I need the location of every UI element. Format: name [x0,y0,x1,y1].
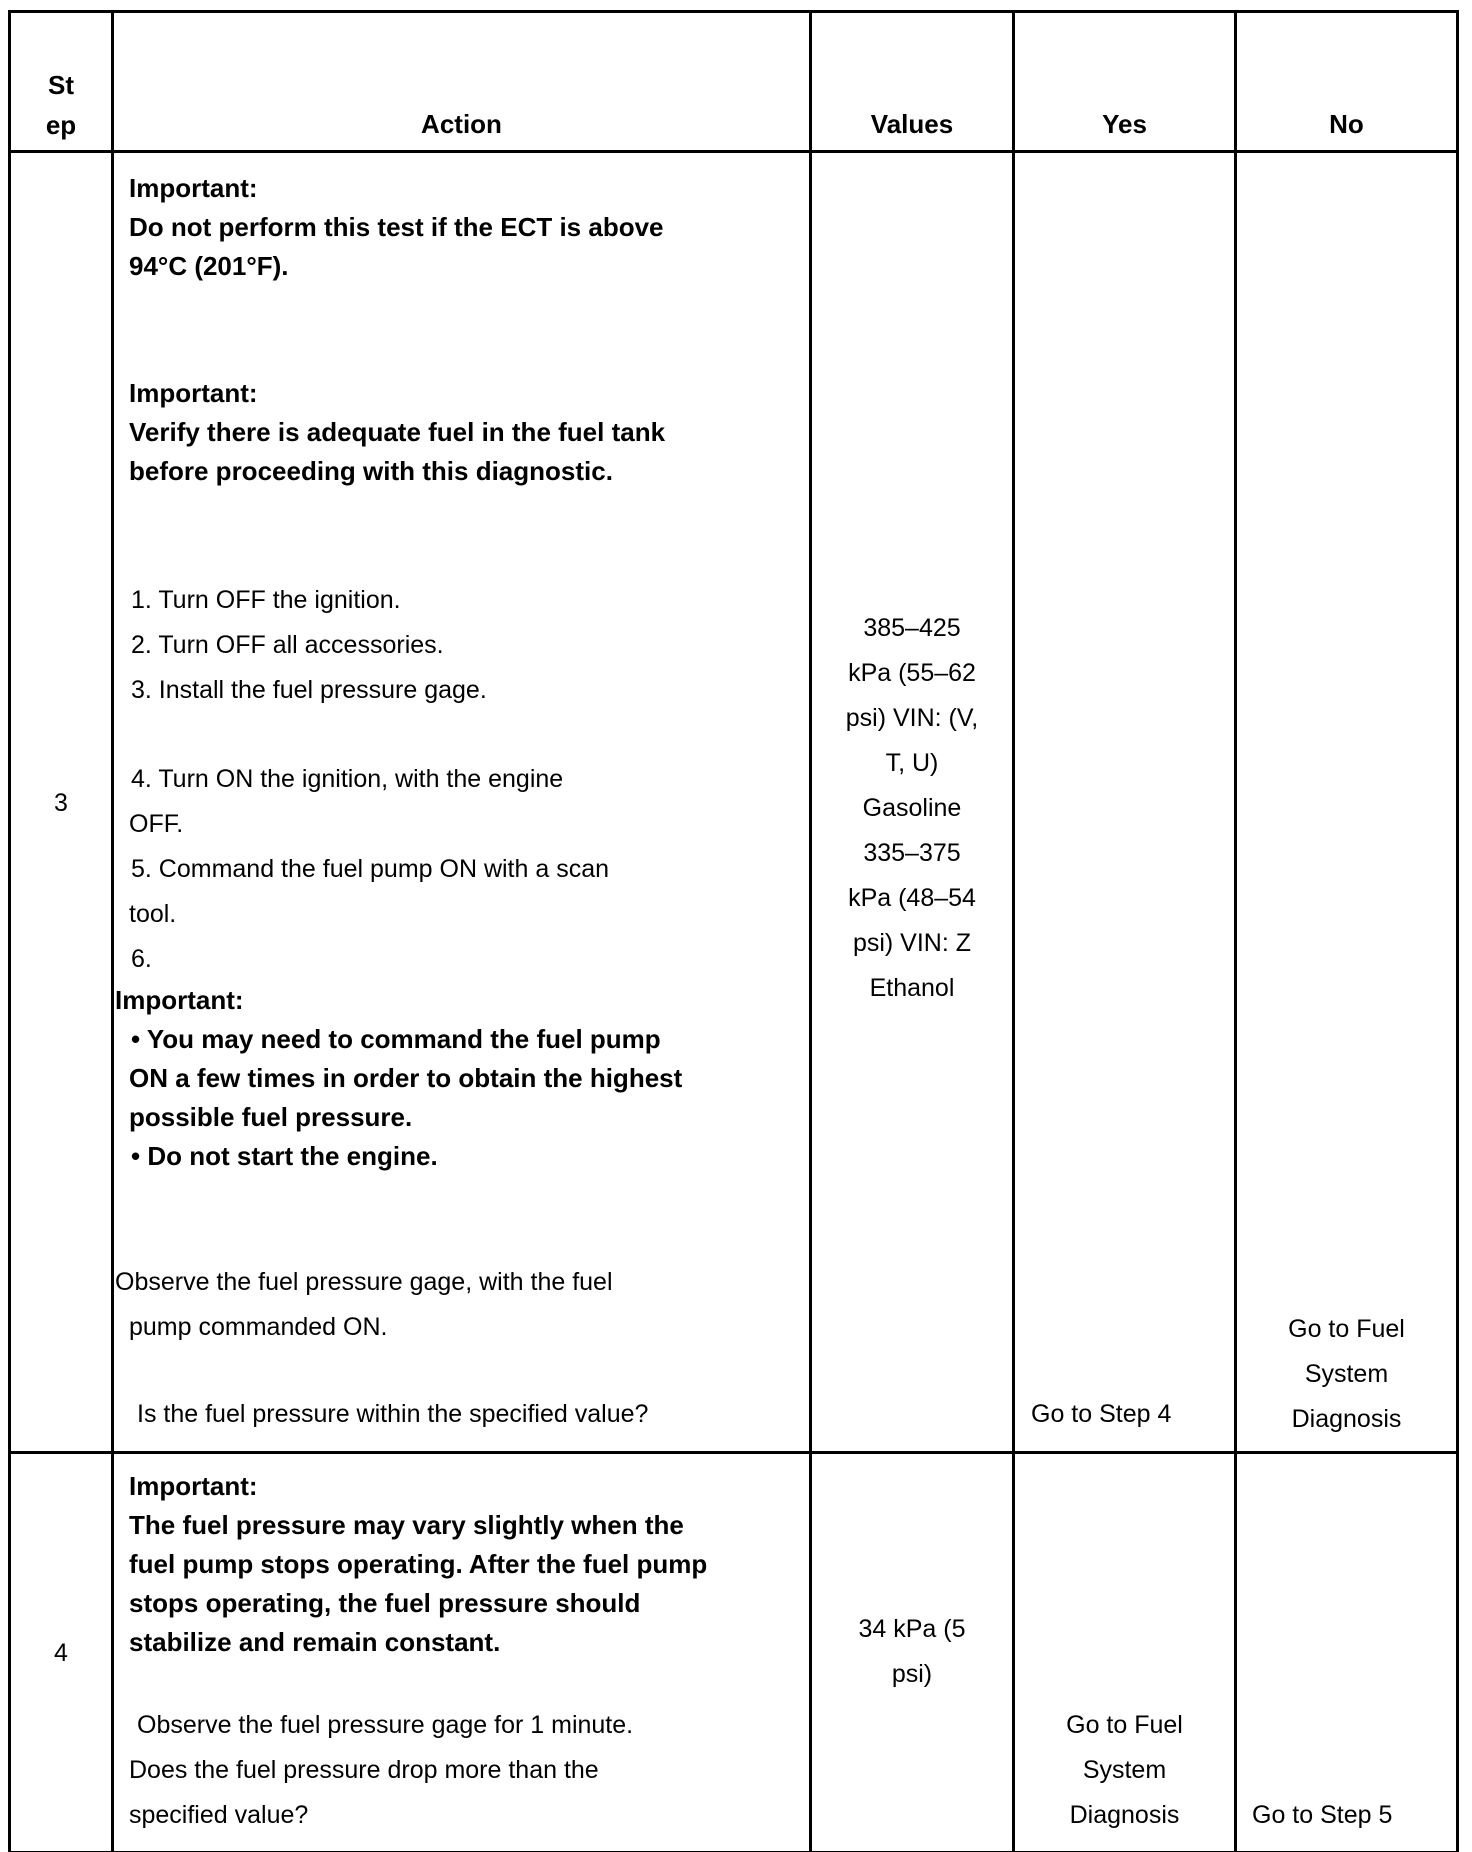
important-text: before proceeding with this diagnostic. [129,456,613,486]
yes-result [1015,1703,1234,1838]
procedure-step: 3. Install the fuel pressure gage. [131,676,487,704]
procedure-step: 4. Turn ON the ignition, with the engine [131,765,564,793]
observe-text: Observe the fuel pressure gage for 1 minute. [137,1711,634,1739]
no-result [1237,1307,1456,1442]
value-line: psi) VIN: (V, [845,704,979,732]
value-line: kPa (55–62 [848,659,976,687]
value-line: psi) VIN: Z [852,929,972,957]
header-action: Action [421,109,502,139]
value-line: T, U) [885,749,939,777]
important-label: Important: [129,1471,258,1501]
no-result-line: Go to Fuel [1288,1315,1405,1343]
values-cell [812,606,1012,1011]
question-text: Is the fuel pressure within the specified value? [137,1400,649,1428]
border-right [1456,10,1459,1852]
border-left [8,10,11,1852]
important-bullet: • You may need to command the fuel pump [131,1024,661,1054]
important-bullet: possible fuel pressure. [129,1102,413,1132]
important-text: The fuel pressure may vary slightly when the [129,1510,684,1540]
step-number: 4 [54,1639,68,1667]
value-line: Gasoline [862,794,962,822]
col-divider-values [1012,10,1015,1852]
important-bullet: • Do not start the engine. [131,1141,438,1171]
observe-text: pump commanded ON. [129,1313,388,1341]
value-line: 34 kPa (5 [858,1615,966,1643]
header-step-line2: ep [45,110,77,140]
yes-result-line: Go to Fuel [1066,1711,1183,1739]
important-label: Important: [129,378,258,408]
header-yes: Yes [1102,109,1147,139]
important-text: 94°C (201°F). [129,251,289,281]
header-divider [8,150,1459,153]
observe-text: Observe the fuel pressure gage, with the fuel [115,1268,613,1296]
value-line: 335–375 [863,839,961,867]
important-text: stops operating, the fuel pressure should [129,1588,641,1618]
procedure-step: OFF. [129,810,184,838]
important-label: Important: [115,985,244,1015]
no-result: Go to Step 5 [1252,1801,1393,1829]
values-cell [812,1607,1012,1697]
row-divider [8,1451,1459,1454]
procedure-step: 5. Command the fuel pump ON with a scan [131,855,610,883]
procedure-step: 6. [131,945,152,973]
value-line: 385–425 [863,614,961,642]
important-label: Important: [129,173,258,203]
header-step-line1: St [48,70,74,100]
border-top [8,10,1459,13]
important-text: Do not perform this test if the ECT is above [129,212,664,242]
question-text: specified value? [129,1801,309,1829]
no-result-line: Diagnosis [1291,1405,1402,1433]
important-text: stabilize and remain constant. [129,1627,501,1657]
yes-result-line: System [1082,1756,1167,1784]
important-bullet: ON a few times in order to obtain the highest [129,1063,683,1093]
no-result-line: System [1304,1360,1389,1388]
value-line: kPa (48–54 [848,884,976,912]
col-divider-step [111,10,114,1852]
header-step [11,70,111,140]
procedure-step: tool. [129,900,177,928]
col-divider-yes [1234,10,1237,1852]
question-text: Does the fuel pressure drop more than the [129,1756,599,1784]
yes-result: Go to Step 4 [1031,1400,1172,1428]
important-text: fuel pump stops operating. After the fuel pump [129,1549,708,1579]
value-line: Ethanol [869,974,955,1002]
step-number: 3 [54,789,68,817]
procedure-step: 1. Turn OFF the ignition. [131,586,401,614]
header-values: Values [870,109,954,139]
header-no: No [1329,109,1364,139]
procedure-step: 2. Turn OFF all accessories. [131,631,444,659]
important-text: Verify there is adequate fuel in the fuel tank [129,417,666,447]
value-line: psi) [891,1660,933,1688]
yes-result-line: Diagnosis [1069,1801,1180,1829]
